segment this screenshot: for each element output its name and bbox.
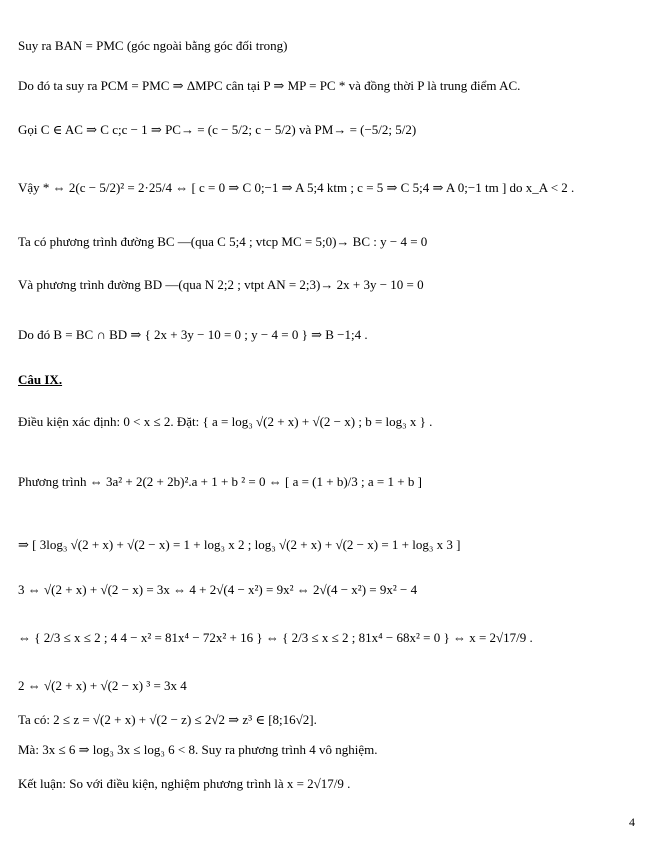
line-15: Ta có: 2 ≤ z = √(2 + x) + √(2 − z) ≤ 2√2 ⇒ z³ ∈ [8;16√2]. bbox=[18, 712, 317, 727]
line-12: 3 ⇔ √(2 + x) + √(2 − x) = 3x ⇔ 4 + 2√(4 − x²) = 9x² ⇔ 2√(4 − x²) = 9x² − 4 bbox=[18, 582, 418, 597]
line-9: Điều kiện xác định: 0 < x ≤ 2. Đặt: { a = log₃ √(2 + x) + √(2 − x) ; b = log₃ x } . bbox=[18, 414, 433, 429]
line-6: Và phương trình đường BD —(qua N 2;2 ; vtpt AN = 2;3)→ 2x + 3y − 10 = 0 bbox=[18, 277, 424, 292]
line-1: Suy ra BAN = PMC (góc ngoài bằng góc đối trong) bbox=[18, 38, 288, 53]
line-5: Ta có phương trình đường BC —(qua C 5;4 ; vtcp MC = 5;0)→ BC : y − 4 = 0 bbox=[18, 234, 428, 249]
line-10: Phương trình ⇔ 3a² + 2(2 + 2b)².a + 1 + b ² = 0 ⇔ [ a = (1 + b)/3 ; a = 1 + b ] bbox=[18, 474, 422, 489]
line-14: 2 ⇔ √(2 + x) + √(2 − x) ³ = 3x 4 bbox=[18, 678, 187, 693]
conclusion-line: Kết luận: So với điều kiện, nghiệm phương trình là x = 2√17/9 . bbox=[18, 776, 351, 791]
line-7: Do đó B = BC ∩ BD ⇒ { 2x + 3y − 10 = 0 ; y − 4 = 0 } ⇒ B −1;4 . bbox=[18, 327, 368, 342]
line-13: ⇔ { 2/3 ≤ x ≤ 2 ; 4 4 − x² = 81x⁴ − 72x² + 16 } ⇔ { 2/3 ≤ x ≤ 2 ; 81x⁴ − 68x² = 0 } ⇔ x = 2√17/9 . bbox=[18, 630, 533, 645]
line-4: Vậy * ⇔ 2(c − 5/2)² = 2·25/4 ⇔ [ c = 0 ⇒ C 0;−1 ⇒ A 5;4 ktm ; c = 5 ⇒ C 5;4 ⇒ A 0;−1 tm ] do x_A < 2 . bbox=[18, 180, 575, 195]
line-2: Do đó ta suy ra PCM = PMC ⇒ ΔMPC cân tại P ⇒ MP = PC * và đồng thời P là trung điểm AC. bbox=[18, 78, 521, 93]
page-number: 4 bbox=[629, 815, 635, 829]
line-11: ⇒ [ 3log₃ √(2 + x) + √(2 − x) = 1 + log₃ x 2 ; log₃ √(2 + x) + √(2 − x) = 1 + log₃ x 3 ] bbox=[18, 537, 461, 552]
section-heading: Câu IX. bbox=[18, 372, 63, 387]
line-16: Mà: 3x ≤ 6 ⇒ log₃ 3x ≤ log₃ 6 < 8. Suy ra phương trình 4 vô nghiệm. bbox=[18, 742, 378, 757]
line-3: Gọi C ∈ AC ⇒ C c;c − 1 ⇒ PC→ = (c − 5/2; c − 5/2) và PM→ = (−5/2; 5/2) bbox=[18, 122, 417, 137]
